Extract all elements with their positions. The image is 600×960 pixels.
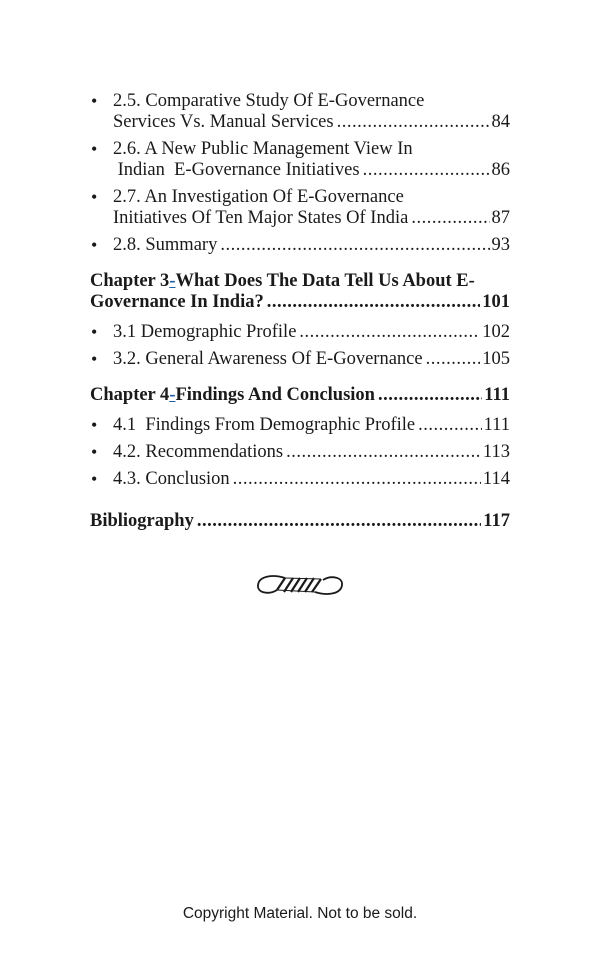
toc-entry-3-1[interactable] (90, 322, 510, 343)
page-number: 114 (482, 469, 510, 489)
chapter-title: What Does The Data Tell Us About E- (175, 271, 475, 291)
dot-leader (267, 292, 481, 313)
toc-entry-text: 2.6. A New Public Management View In (113, 139, 413, 159)
page-number: 101 (482, 292, 510, 312)
toc-entry-text: 4.1 Findings From Demographic Profile (113, 415, 416, 435)
page-number: 86 (491, 160, 510, 180)
page-number: 111 (483, 415, 510, 435)
toc-entry-text: Indian E-Governance Initiatives (113, 160, 360, 180)
copyright-notice: Copyright Material. Not to be sold. (182, 905, 418, 922)
dot-leader (220, 235, 489, 256)
dot-leader (233, 469, 481, 490)
page-number: 117 (483, 511, 510, 531)
toc-entry-text: 3.2. General Awareness Of E-Governance (113, 349, 423, 369)
dot-leader (378, 385, 482, 406)
toc-entry-text: 4.3. Conclusion (113, 469, 230, 489)
page-number: 102 (482, 322, 510, 342)
dot-leader (337, 112, 490, 133)
bullet-icon: • (91, 349, 98, 369)
flourish-divider-icon (255, 572, 345, 598)
page-number: 87 (491, 208, 510, 228)
toc-entry-4-1[interactable] (90, 415, 510, 436)
dot-leader (363, 160, 490, 181)
page-number: 105 (482, 349, 510, 369)
bibliography-title: Bibliography (90, 511, 194, 531)
toc-entry-2-7[interactable] (90, 187, 510, 229)
chapter-prefix: Chapter 3 (90, 271, 170, 291)
toc-entry-text: 2.8. Summary (113, 235, 218, 255)
toc-entry-3-2[interactable] (90, 349, 510, 370)
chapter-dash: - (169, 271, 176, 291)
toc-entry-text: Services Vs. Manual Services (113, 112, 334, 132)
toc-chapter-4[interactable] (90, 385, 510, 406)
toc-entry-4-2[interactable] (90, 442, 510, 463)
bullet-icon: • (91, 415, 98, 435)
page-number: 93 (491, 235, 510, 255)
chapter-title: Findings And Conclusion (175, 385, 375, 405)
toc-entry-text: 2.5. Comparative Study Of E-Governance (113, 91, 425, 111)
page-number: 111 (484, 385, 510, 405)
bullet-icon: • (91, 469, 98, 489)
dot-leader (299, 322, 480, 343)
toc-entry-text: 3.1 Demographic Profile (113, 322, 297, 342)
table-of-contents (90, 91, 510, 541)
toc-entry-text: 2.7. An Investigation Of E-Governance (113, 187, 404, 207)
dot-leader (286, 442, 481, 463)
dot-leader (197, 511, 481, 532)
toc-entry-text: 4.2. Recommendations (113, 442, 284, 462)
page-number: 113 (482, 442, 510, 462)
bullet-icon: • (91, 139, 98, 159)
dot-leader (426, 349, 481, 370)
page-number: 84 (491, 112, 510, 132)
toc-chapter-3[interactable] (90, 271, 510, 313)
toc-entry-2-6[interactable] (90, 139, 510, 181)
chapter-prefix: Chapter 4 (90, 385, 170, 405)
toc-entry-4-3[interactable] (90, 469, 510, 490)
toc-bibliography[interactable] (90, 511, 510, 532)
dot-leader (418, 415, 481, 436)
bullet-icon: • (91, 91, 98, 111)
bullet-icon: • (91, 187, 98, 207)
chapter-title: Governance In India? (90, 292, 264, 312)
toc-entry-text: Initiatives Of Ten Major States Of India (113, 208, 409, 228)
dot-leader (411, 208, 489, 229)
toc-entry-2-8[interactable] (90, 235, 510, 256)
bullet-icon: • (91, 322, 98, 342)
toc-entry-2-5[interactable] (90, 91, 510, 133)
chapter-dash: - (169, 385, 176, 405)
bullet-icon: • (91, 442, 98, 462)
bullet-icon: • (91, 235, 98, 255)
